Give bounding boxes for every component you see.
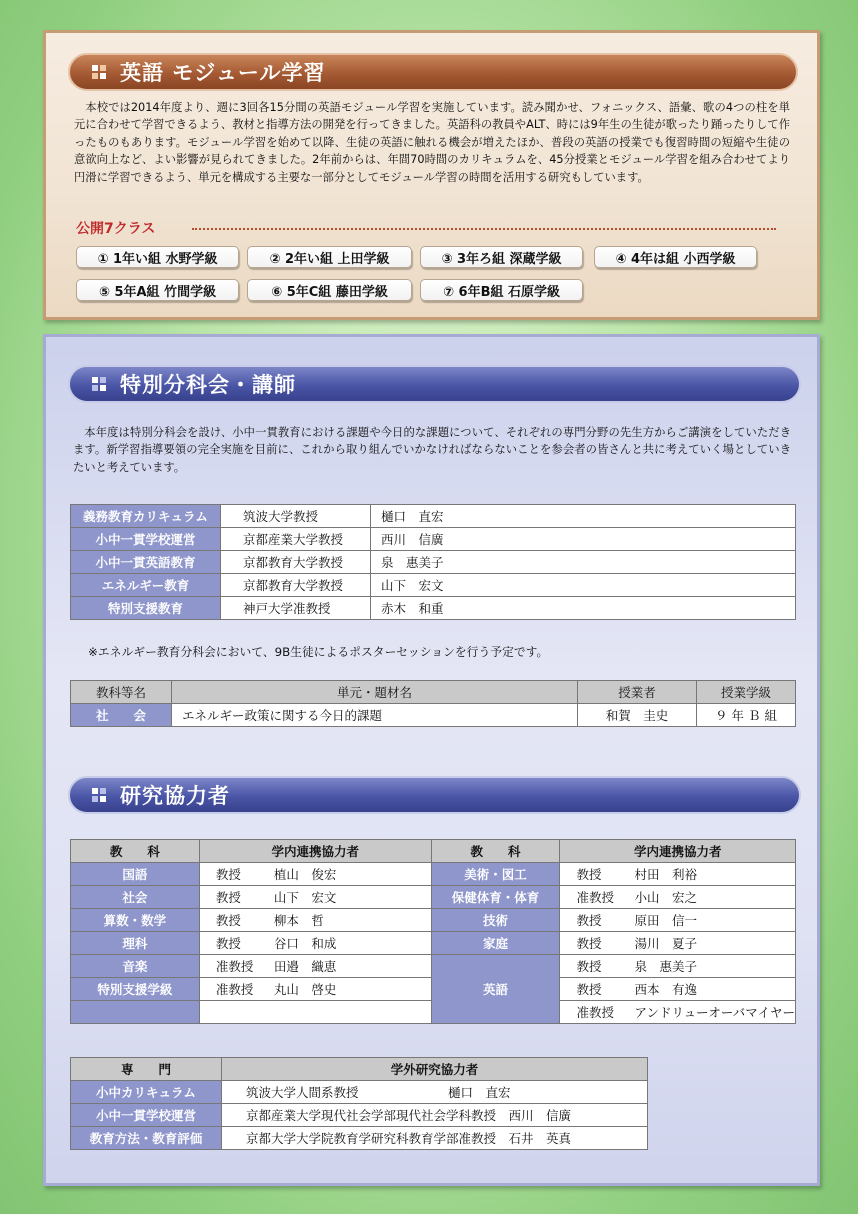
org-cell: 京都教育大学教授 (221, 551, 371, 574)
member-cell: 教授 柳本 哲 (199, 909, 431, 932)
empty-cell (199, 1001, 431, 1024)
subject-cell-english: 英語 (431, 955, 560, 1024)
teacher-cell: 和賀 圭史 (578, 704, 697, 727)
special-session-panel (43, 334, 820, 1186)
section-title: 研究協力者 (120, 784, 230, 808)
energy-note: ※エネルギー教育分科会において、9B生徒によるポスターセッションを行う予定です。 (88, 645, 549, 659)
english-modular-panel (43, 30, 820, 320)
org-cell: 筑波大学教授 (221, 505, 371, 528)
outer-collaborator-table (70, 1057, 648, 1150)
class-pill: ⑥ 5年C組 藤田学級 (247, 279, 412, 301)
member-cell: 筑波大学人間系教授 樋口 直宏 (222, 1081, 648, 1104)
dotted-divider (192, 228, 776, 230)
class-pill: ② 2年い組 上田学級 (247, 246, 412, 268)
org-cell: 京都産業大学教授 (221, 528, 371, 551)
section-header-research (68, 776, 801, 814)
column-header: 教 科 (71, 840, 200, 863)
research-table (70, 839, 796, 1024)
subject-cell: 技術 (431, 909, 560, 932)
area-cell: 特別支援教育 (71, 597, 221, 620)
org-cell: 神戸大学准教授 (221, 597, 371, 620)
field-cell: 小中一貫学校運営 (71, 1104, 222, 1127)
column-header: 単元・題材名 (172, 681, 578, 704)
org-cell: 京都教育大学教授 (221, 574, 371, 597)
section-title: 英語 モジュール学習 (120, 61, 326, 85)
table-row (71, 1081, 648, 1104)
table-row (71, 1127, 648, 1150)
empty-cell (71, 1001, 200, 1024)
subject-cell: 家庭 (431, 932, 560, 955)
column-header: 授業学級 (697, 681, 796, 704)
class-pill: ③ 3年ろ組 深蔵学級 (420, 246, 583, 268)
table-header-row (71, 1058, 648, 1081)
subject-cell: 社会 (71, 886, 200, 909)
field-cell: 小中カリキュラム (71, 1081, 222, 1104)
table-row (71, 597, 796, 620)
table-row (71, 886, 796, 909)
subject-cell: 保健体育・体育 (431, 886, 560, 909)
field-cell: 教育方法・教育評価 (71, 1127, 222, 1150)
column-header: 教科等名 (71, 681, 172, 704)
member-cell: 教授 西本 有逸 (560, 978, 796, 1001)
subject-cell: 理科 (71, 932, 200, 955)
table-row (71, 909, 796, 932)
modular-description: 本校では2014年度より、週に3回各15分間の英語モジュール学習を実施しています。読み聞かせ、フォニックス、語彙、歌の4つの柱を単元に合わせて学習できるよう、教材と指導方法の開発を行ってきました。英語科の教員やALT、時には9年生の生徒が歌ったり踊ったりして作ったものもあります。モジュール学習を始めて以降、生徒の英語に触れる機会が増えたほか、普段の英語の授業でも復習時間の短縮や生徒の意欲向上など、よい影響が見られてきました。2年前からは、年間70時間のカリキュラムを、45分授業とモジュール学習を組み合わせてより円滑に学習できるよう、単元を構成する主要な一部分としてモジュール学習の時間を活用する研究もしています。 (74, 101, 790, 184)
member-cell: 准教授 小山 宏之 (560, 886, 796, 909)
table-row (71, 574, 796, 597)
member-cell: 京都産業大学現代社会学部現代社会学科教授 西川 信廣 (222, 1104, 648, 1127)
name-cell: 西川 信廣 (371, 528, 796, 551)
member-cell: 教授 原田 信一 (560, 909, 796, 932)
name-cell: 赤木 和重 (371, 597, 796, 620)
member-cell: 教授 谷口 和成 (199, 932, 431, 955)
column-header: 専 門 (71, 1058, 222, 1081)
square-bullet-icon (92, 65, 106, 79)
square-bullet-icon (92, 788, 106, 802)
name-cell: 山下 宏文 (371, 574, 796, 597)
class-pill: ① 1年い組 水野学級 (76, 246, 239, 268)
table-row (71, 955, 796, 978)
table-row (71, 863, 796, 886)
area-cell: 義務教育カリキュラム (71, 505, 221, 528)
section-header-modular (68, 53, 798, 91)
section-title: 特別分科会・講師 (120, 373, 296, 397)
member-cell: 准教授 アンドリューオーバマイヤー (560, 1001, 796, 1024)
column-header: 学内連携協力者 (560, 840, 796, 863)
table-header-row (71, 681, 796, 704)
column-header: 教 科 (431, 840, 560, 863)
subject-cell: 音楽 (71, 955, 200, 978)
member-cell: 教授 泉 惠美子 (560, 955, 796, 978)
table-row (71, 505, 796, 528)
member-cell: 准教授 丸山 啓史 (199, 978, 431, 1001)
subject-cell: 美術・図工 (431, 863, 560, 886)
area-cell: エネルギー教育 (71, 574, 221, 597)
member-cell: 京都大学大学院教育学研究科教育学部准教授 石井 英真 (222, 1127, 648, 1150)
class-cell: ９ 年 Ｂ 組 (697, 704, 796, 727)
area-cell: 小中一貫英語教育 (71, 551, 221, 574)
column-header: 学外研究協力者 (222, 1058, 648, 1081)
lesson-table (70, 680, 796, 727)
column-header: 授業者 (578, 681, 697, 704)
table-header-row (71, 840, 796, 863)
section-header-special (68, 365, 801, 403)
name-cell: 樋口 直宏 (371, 505, 796, 528)
member-cell: 教授 植山 俊宏 (199, 863, 431, 886)
table-row (71, 551, 796, 574)
member-cell: 教授 湯川 夏子 (560, 932, 796, 955)
table-row (71, 528, 796, 551)
subject-cell: 算数・数学 (71, 909, 200, 932)
lecturer-table (70, 504, 796, 620)
subject-cell: 特別支援学級 (71, 978, 200, 1001)
name-cell: 泉 惠美子 (371, 551, 796, 574)
class-pill: ⑤ 5年A組 竹間学級 (76, 279, 239, 301)
classes-heading: 公開7クラス (76, 221, 156, 237)
subject-cell: 国語 (71, 863, 200, 886)
member-cell: 准教授 田邉 織恵 (199, 955, 431, 978)
class-pill: ④ 4年は組 小西学級 (594, 246, 757, 268)
table-row (71, 932, 796, 955)
class-pill: ⑦ 6年B組 石原学級 (420, 279, 583, 301)
area-cell: 小中一貫学校運営 (71, 528, 221, 551)
member-cell: 教授 山下 宏文 (199, 886, 431, 909)
subject-cell: 社 会 (71, 704, 172, 727)
special-description: 本年度は特別分科会を設け、小中一貫教育における課題や今日的な課題について、それぞれの専門分野の先生方からご講演をしていただきます。新学習指導要領の完全実施を目前に、これから取り組んでいかなければならないことを参会者の皆さんと共に考えていく場としていきたいと考えています。 (73, 426, 791, 474)
table-row (71, 1104, 648, 1127)
unit-cell: エネルギー政策に関する今日的課題 (172, 704, 578, 727)
member-cell: 教授 村田 利裕 (560, 863, 796, 886)
square-bullet-icon (92, 377, 106, 391)
column-header: 学内連携協力者 (199, 840, 431, 863)
table-row (71, 704, 796, 727)
